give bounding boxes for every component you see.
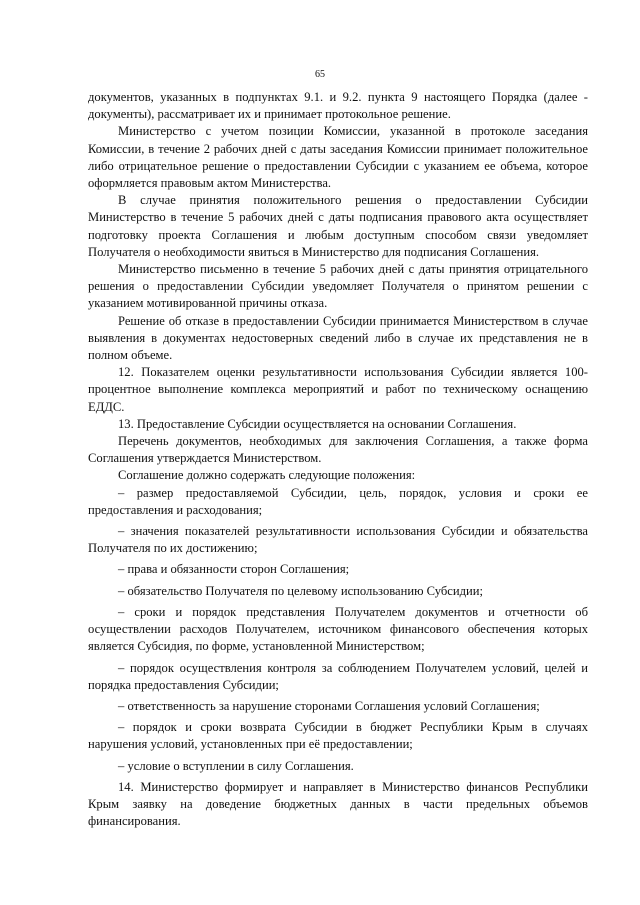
paragraph: Министерство с учетом позиции Комиссии, указанной в протоколе заседания Комиссии, в течение 2 рабочих дней с даты заседания Комиссии принимает положительное либо отрицательное решение о предоставлении Субсидии с указанием ее объема, которое оформляется правовым актом Министерства. (88, 124, 588, 191)
list-item: – порядок и сроки возврата Субсидии в бюджет Республики Крым в случаях нарушения условий, установленных при её предоставлении; (88, 720, 588, 752)
list-item: – обязательство Получателя по целевому использованию Субсидии; (118, 583, 484, 598)
paragraph-item-14: 14. Министерство формирует и направляет в Министерство финансов Республики Крым заявку на доведение бюджетных данных в части предельных объемов финансирования. (88, 779, 588, 829)
paragraph: Министерство письменно в течение 5 рабочих дней с даты принятия отрицательного решения о предоставлении Субсидии уведомляет Получателя о принятом решении с указанием мотивированной причины отказа. (88, 262, 588, 311)
list-item: – размер предоставляемой Субсидии, цель, порядок, условия и сроки ее предоставления и расходования; (88, 485, 588, 517)
paragraph: Перечень документов, необходимых для заключения Соглашения, а также форма Соглашения утверждается Министерством. (88, 434, 588, 466)
list-item: – значения показателей результативности использования Субсидии и обязательства Получателя по их достижению; (88, 524, 588, 556)
list-item: – ответственность за нарушение сторонами Соглашения условий Соглашения; (118, 698, 540, 713)
paragraph-item-12: 12. Показателем оценки результативности использования Субсидии является 100-процентное выполнение комплекса мероприятий и работ по техническому оснащению ЕДДС. (88, 365, 588, 414)
paragraph-item-13: 13. Предоставление Субсидии осуществляется на основании Соглашения. (118, 416, 517, 431)
paragraph: Решение об отказе в предоставлении Субсидии принимается Министерством в случае выявления в документах недостоверных сведений либо в случае их представления не в полном объеме. (88, 313, 588, 363)
paragraph: В случае принятия положительного решения о предоставлении Субсидии Министерство в течение 5 рабочих дней с даты подписания правового акта осуществляет подготовку проекта Соглашения и любым доступным способом связи уведомляет Получателя о необходимости явиться в Министерство для подписания Соглашения. (88, 193, 588, 259)
paragraph: Соглашение должно содержать следующие положения: (118, 468, 416, 483)
list-item: – права и обязанности сторон Соглашения; (118, 562, 350, 577)
list-item: – порядок осуществления контроля за соблюдением Получателем условий, целей и порядка предоставления Субсидии; (88, 660, 588, 692)
paragraph-continuation: документов, указанных в подпунктах 9.1. и 9.2. пункта 9 настоящего Порядка (далее - документы), рассматривает их и принимает протокольное решение. (88, 90, 588, 122)
list-item: – условие о вступлении в силу Соглашения. (118, 758, 354, 773)
list-item: – сроки и порядок представления Получателем документов и отчетности об осуществлении расходов Получателем, источником финансового обеспечения которых является Субсидия, по форме, установленной Министерством; (88, 604, 588, 654)
document-body (88, 89, 588, 830)
page-number: 65 (315, 69, 325, 80)
